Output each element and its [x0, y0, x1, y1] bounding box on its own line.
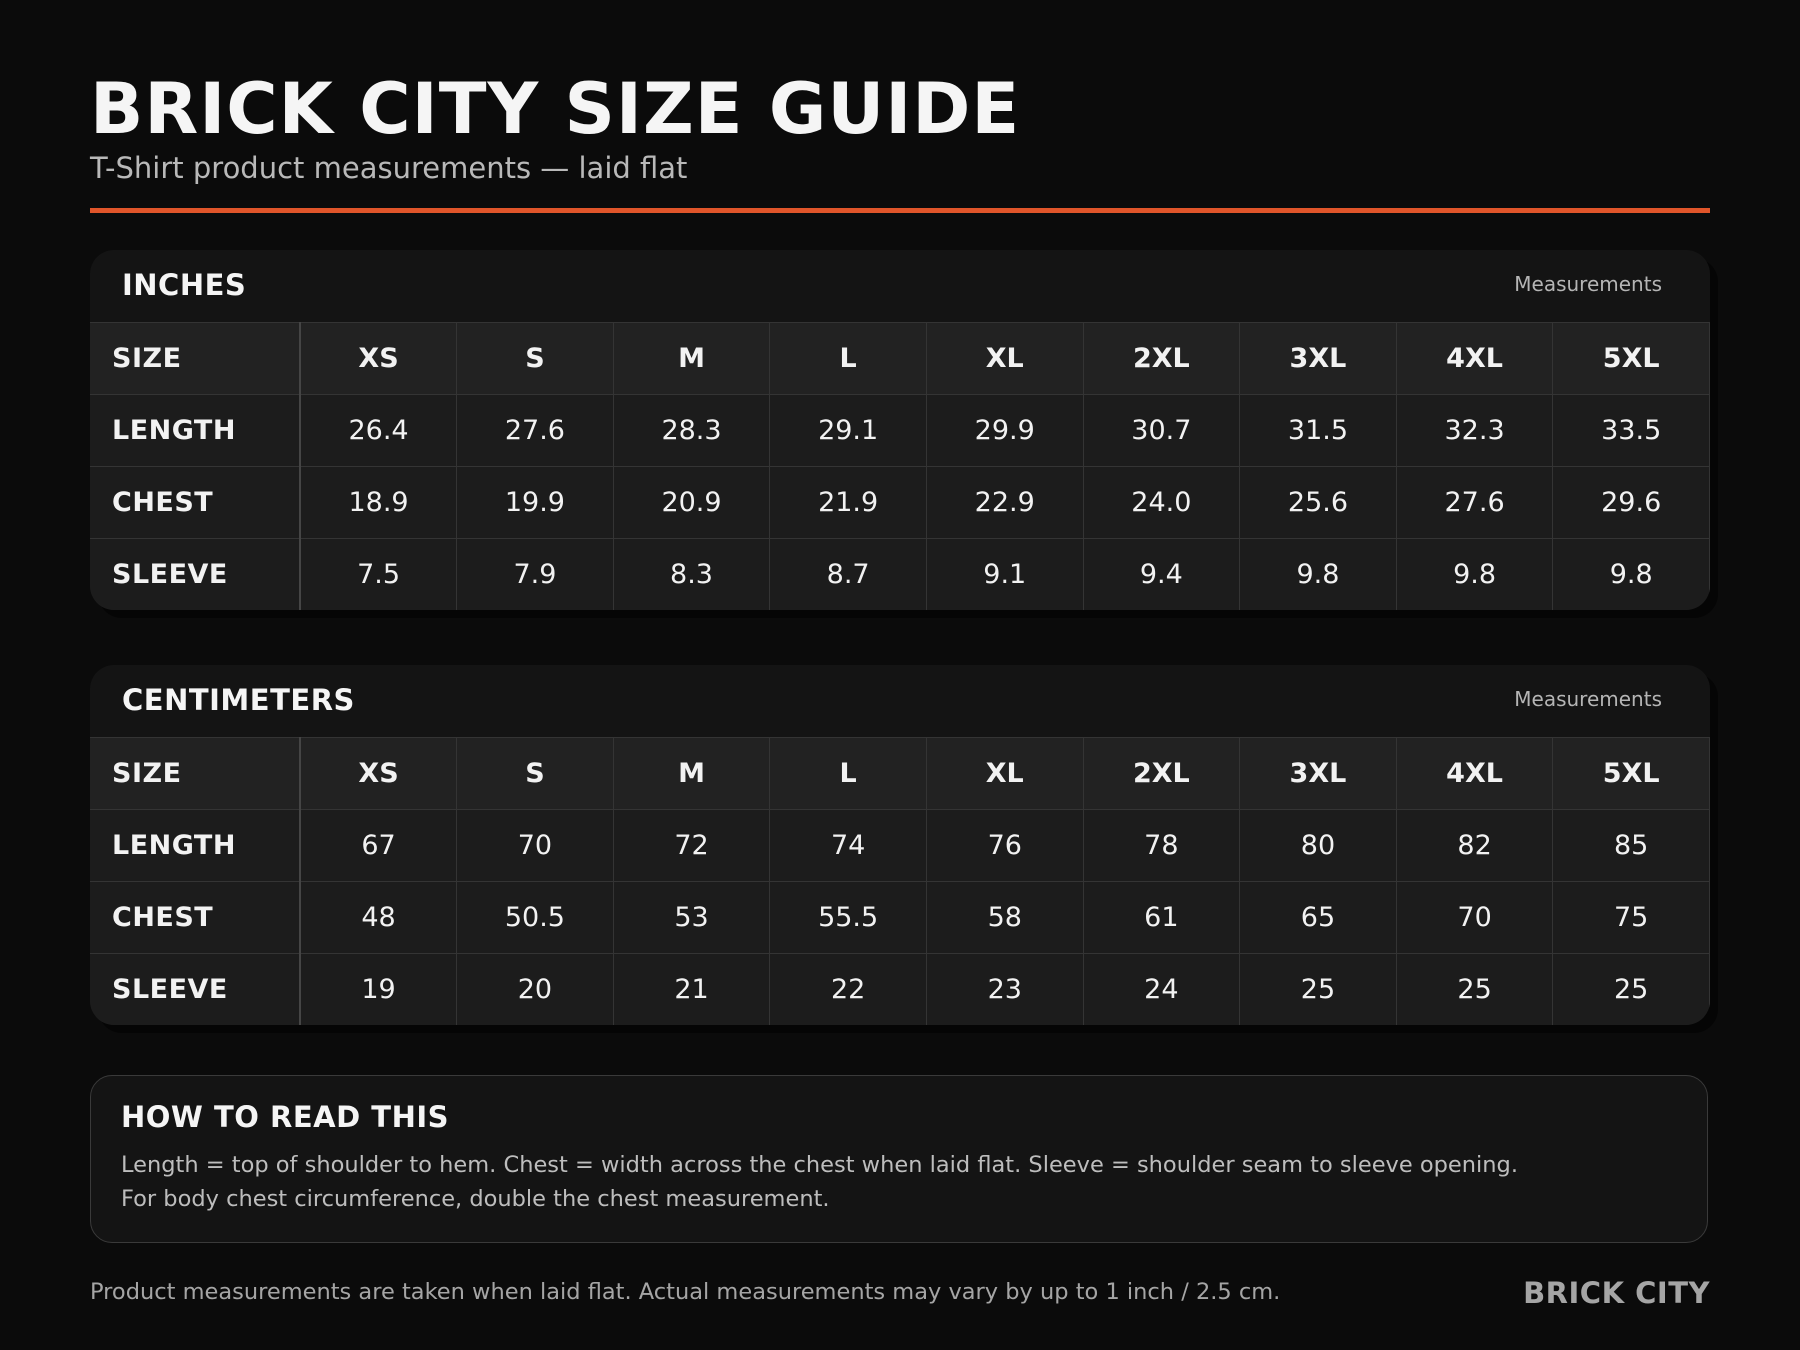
inches-card-header — [90, 250, 1710, 322]
table-row — [90, 395, 1710, 467]
table-cell: 65 — [1240, 882, 1397, 954]
size-header: L — [770, 323, 927, 395]
table-cell: 75 — [1553, 882, 1710, 954]
table-cell: 85 — [1553, 810, 1710, 882]
table-cell: 76 — [926, 810, 1083, 882]
inches-size-card — [90, 250, 1710, 610]
table-cell: 22.9 — [926, 467, 1083, 539]
footer-disclaimer: Product measurements are taken when laid flat. Actual measurements may vary by up to 1 inch / 2.5 cm. — [90, 1279, 1281, 1305]
size-header: 2XL — [1083, 738, 1240, 810]
table-cell: 26.4 — [300, 395, 457, 467]
table-cell: 20 — [457, 954, 614, 1026]
table-cell: 21 — [613, 954, 770, 1026]
table-cell: 29.9 — [926, 395, 1083, 467]
row-label: CHEST — [90, 467, 300, 539]
table-cell: 55.5 — [770, 882, 927, 954]
size-header: 5XL — [1553, 323, 1710, 395]
table-cell: 24.0 — [1083, 467, 1240, 539]
row-label: SLEEVE — [90, 954, 300, 1026]
row-label: SLEEVE — [90, 539, 300, 611]
size-header: 4XL — [1396, 738, 1553, 810]
table-cell: 48 — [300, 882, 457, 954]
table-cell: 18.9 — [300, 467, 457, 539]
table-cell: 28.3 — [613, 395, 770, 467]
how-to-read-title: HOW TO READ THIS — [121, 1100, 450, 1134]
table-cell: 9.8 — [1396, 539, 1553, 611]
size-header: XS — [300, 323, 457, 395]
table-cell: 25.6 — [1240, 467, 1397, 539]
size-header-label: SIZE — [90, 323, 300, 395]
inches-card-tag: Measurements — [1514, 272, 1662, 296]
table-cell: 27.6 — [457, 395, 614, 467]
size-header: 5XL — [1553, 738, 1710, 810]
size-header: 4XL — [1396, 323, 1553, 395]
table-cell: 31.5 — [1240, 395, 1397, 467]
table-cell: 23 — [926, 954, 1083, 1026]
table-cell: 74 — [770, 810, 927, 882]
table-cell: 25 — [1396, 954, 1553, 1026]
size-header: L — [770, 738, 927, 810]
table-cell: 9.8 — [1553, 539, 1710, 611]
size-header: S — [457, 738, 614, 810]
size-header: M — [613, 738, 770, 810]
table-cell: 7.9 — [457, 539, 614, 611]
table-cell: 50.5 — [457, 882, 614, 954]
table-cell: 29.1 — [770, 395, 927, 467]
table-cell: 30.7 — [1083, 395, 1240, 467]
size-header-label: SIZE — [90, 738, 300, 810]
size-header: 3XL — [1240, 323, 1397, 395]
table-cell: 21.9 — [770, 467, 927, 539]
table-cell: 27.6 — [1396, 467, 1553, 539]
table-cell: 25 — [1240, 954, 1397, 1026]
row-label: CHEST — [90, 882, 300, 954]
inches-size-table — [90, 322, 1710, 610]
table-cell: 33.5 — [1553, 395, 1710, 467]
centimeters-size-card — [90, 665, 1710, 1025]
table-row — [90, 539, 1710, 611]
centimeters-card-title: CENTIMETERS — [122, 683, 355, 717]
table-cell: 8.7 — [770, 539, 927, 611]
centimeters-card-tag: Measurements — [1514, 687, 1662, 711]
table-row — [90, 882, 1710, 954]
size-header: 2XL — [1083, 323, 1240, 395]
row-label: LENGTH — [90, 810, 300, 882]
footer-brand-logo: BRICK CITY — [1523, 1276, 1710, 1310]
centimeters-size-table — [90, 737, 1710, 1025]
size-header: XL — [926, 738, 1083, 810]
table-cell: 7.5 — [300, 539, 457, 611]
size-header: XL — [926, 323, 1083, 395]
table-cell: 22 — [770, 954, 927, 1026]
table-cell: 82 — [1396, 810, 1553, 882]
table-row — [90, 954, 1710, 1026]
table-row — [90, 467, 1710, 539]
size-header: XS — [300, 738, 457, 810]
how-to-read-text: Length = top of shoulder to hem. Chest = width across the chest when laid flat. Sleeve = shoulder seam to sleeve opening. For body chest circumference, double the chest measurement. — [121, 1152, 1518, 1212]
table-cell: 20.9 — [613, 467, 770, 539]
table-cell: 58 — [926, 882, 1083, 954]
table-cell: 78 — [1083, 810, 1240, 882]
row-label: LENGTH — [90, 395, 300, 467]
table-cell: 8.3 — [613, 539, 770, 611]
table-cell: 9.4 — [1083, 539, 1240, 611]
page-subtitle: T-Shirt product measurements — laid flat — [90, 151, 688, 185]
centimeters-card-header — [90, 665, 1710, 737]
table-cell: 29.6 — [1553, 467, 1710, 539]
table-cell: 19.9 — [457, 467, 614, 539]
table-cell: 9.1 — [926, 539, 1083, 611]
table-row — [90, 810, 1710, 882]
accent-divider — [90, 208, 1710, 213]
how-to-read-panel — [90, 1075, 1708, 1243]
table-cell: 25 — [1553, 954, 1710, 1026]
size-header: S — [457, 323, 614, 395]
table-header-row — [90, 738, 1710, 810]
table-cell: 67 — [300, 810, 457, 882]
table-cell: 32.3 — [1396, 395, 1553, 467]
table-cell: 24 — [1083, 954, 1240, 1026]
table-cell: 70 — [1396, 882, 1553, 954]
table-cell: 72 — [613, 810, 770, 882]
table-cell: 53 — [613, 882, 770, 954]
table-cell: 61 — [1083, 882, 1240, 954]
inches-card-title: INCHES — [122, 268, 247, 302]
table-cell: 9.8 — [1240, 539, 1397, 611]
size-header: 3XL — [1240, 738, 1397, 810]
table-cell: 19 — [300, 954, 457, 1026]
size-header: M — [613, 323, 770, 395]
page-title: BRICK CITY SIZE GUIDE — [90, 68, 1021, 150]
table-cell: 70 — [457, 810, 614, 882]
table-header-row — [90, 323, 1710, 395]
table-cell: 80 — [1240, 810, 1397, 882]
